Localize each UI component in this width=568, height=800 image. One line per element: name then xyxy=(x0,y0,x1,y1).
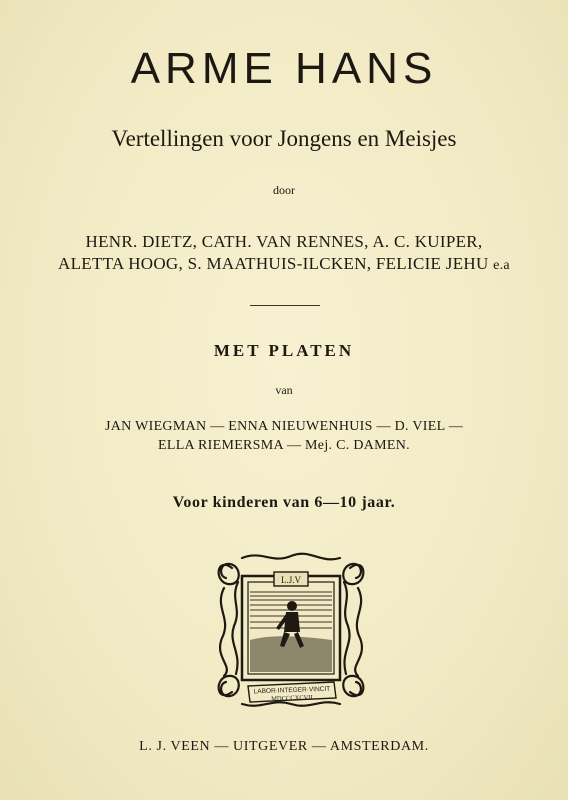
book-subtitle: Vertellingen voor Jongens en Meisjes xyxy=(111,126,457,151)
plates-heading: MET PLATEN xyxy=(213,341,355,360)
divider-rule xyxy=(250,305,320,306)
authors-line-2 xyxy=(0,253,568,277)
age-note: Voor kinderen van 6—10 jaar. xyxy=(172,494,396,511)
authors-line-2-names: ALETTA HOOG, S. MAATHUIS-ILCKEN, FELICIE JEHU xyxy=(58,254,489,273)
illustrators-line-1: JAN WIEGMAN — ENNA NIEUWENHUIS — D. VIEL — xyxy=(104,419,464,434)
illustrators-by-label: van xyxy=(275,383,293,397)
book-title: ARME HANS xyxy=(130,44,438,93)
publisher-line: L. J. VEEN — UITGEVER — AMSTERDAM. xyxy=(139,739,429,754)
emblem-year: MDCCCXCVII xyxy=(271,694,313,703)
emblem-motto: LABOR·INTEGER·VINCIT xyxy=(253,685,331,696)
publisher-emblem xyxy=(212,548,370,712)
by-label: door xyxy=(273,183,295,197)
authors-line-1: HENR. DIETZ, CATH. VAN RENNES, A. C. KUIPER, xyxy=(85,232,483,251)
authors-line-2-suffix: e.a xyxy=(493,258,510,273)
illustrators-line-2: ELLA RIEMERSMA — Mej. C. DAMEN. xyxy=(158,438,410,453)
emblem-monogram: L.J.V xyxy=(281,575,301,585)
